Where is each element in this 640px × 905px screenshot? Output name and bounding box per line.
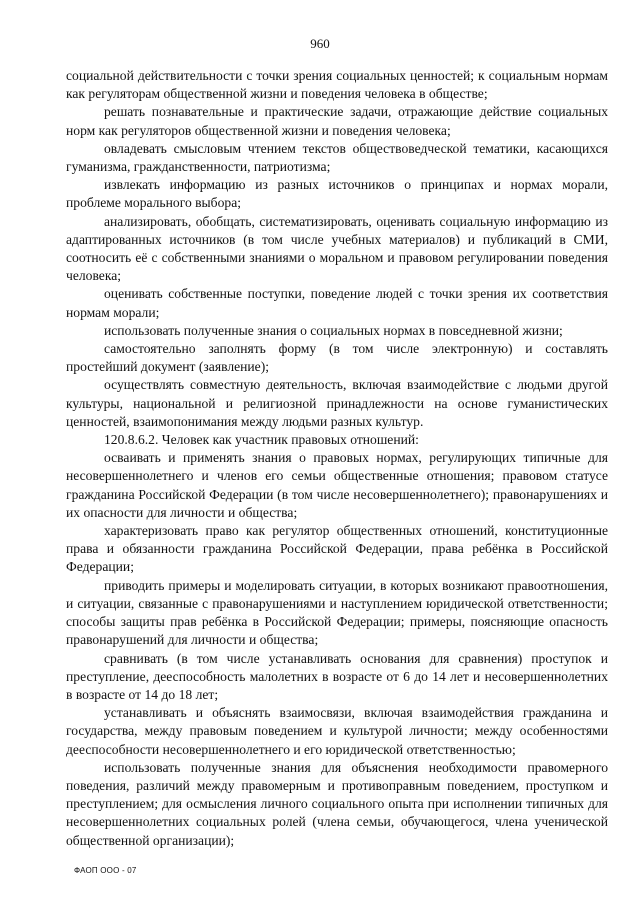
paragraph: осуществлять совместную деятельность, включая взаимодействие с людьми другой культуры, национальной и религиозной принадлежности на основе гуманистических ценностей, взаимопонимания между людьми разных культур.	[66, 377, 608, 429]
paragraph: сравнивать (в том числе устанавливать основания для сравнения) проступок и преступление, дееспособность малолетних в возрасте от 6 до 14 лет и несовершеннолетних в возрасте от 14 до 18 лет;	[66, 650, 608, 702]
paragraph: самостоятельно заполнять форму (в том числе электронную) и составлять простейший документ (заявление);	[66, 341, 608, 375]
paragraph: извлекать информацию из разных источников о принципах и нормах морали, проблеме морального выбора;	[66, 177, 608, 211]
paragraph: овладевать смысловым чтением текстов обществоведческой тематики, касающихся гуманизма, гражданственности, патриотизма;	[66, 140, 608, 175]
document-footer: ФАОП ООО - 07	[74, 866, 137, 875]
paragraph: использовать полученные знания для объяснения необходимости правомерного поведения, различий между правомерным и противоправным поведением, проступком и преступлением; для осмысления личного социального опыта при исполнении типичных для несовершеннолетних социальных ролей (члена семьи, обучающегося, члена ученической общественной организации);	[66, 759, 608, 848]
paragraph: оценивать собственные поступки, поведение людей с точки зрения их соответствия нормам морали;	[66, 286, 608, 320]
paragraph: анализировать, обобщать, систематизировать, оценивать социальную информацию из адаптированных источников (в том числе учебных материалов) и публикаций в СМИ, соотносить её с собственными знаниями о моральном и правовом регулировании поведения человека;	[66, 213, 608, 284]
paragraph: устанавливать и объяснять взаимосвязи, включая взаимодействия гражданина и государства, между правовым поведением и культурой личности; между особенностями дееспособности несовершеннолетнего и его юридической ответственностью;	[66, 705, 608, 757]
paragraph: использовать полученные знания о социальных нормах в повседневной жизни;	[104, 322, 563, 338]
paragraph: приводить примеры и моделировать ситуации, в которых возникают правоотношения, и ситуации, связанные с правонарушениями и наступлением юридической ответственности; способы защиты прав ребёнка в Российской Федерации; примеры, поясняющие опасность правонарушений для личности и общества;	[66, 577, 608, 648]
document-body	[66, 67, 608, 850]
paragraph: решать познавательные и практические задачи, отражающие действие социальных норм как регуляторов общественной жизни и поведения человека;	[66, 104, 608, 138]
paragraph: характеризовать право как регулятор общественных отношений, конституционные права и обязанности гражданина Российской Федерации, права ребёнка в Российской Федерации;	[66, 523, 608, 575]
section-heading: 120.8.6.2. Человек как участник правовых отношений:	[104, 432, 419, 448]
paragraph: социальной действительности с точки зрения социальных ценностей; к социальным нормам как регуляторам общественной жизни и поведения человека в обществе;	[66, 68, 608, 102]
page-number: 960	[310, 36, 330, 51]
paragraph: осваивать и применять знания о правовых нормах, регулирующих типичные для несовершеннолетнего и членов его семьи общественные отношения; правовом статусе гражданина Российской Федерации (в том числе несовершеннолетнего); правонарушениях и их опасности для личности и общества;	[66, 450, 608, 520]
